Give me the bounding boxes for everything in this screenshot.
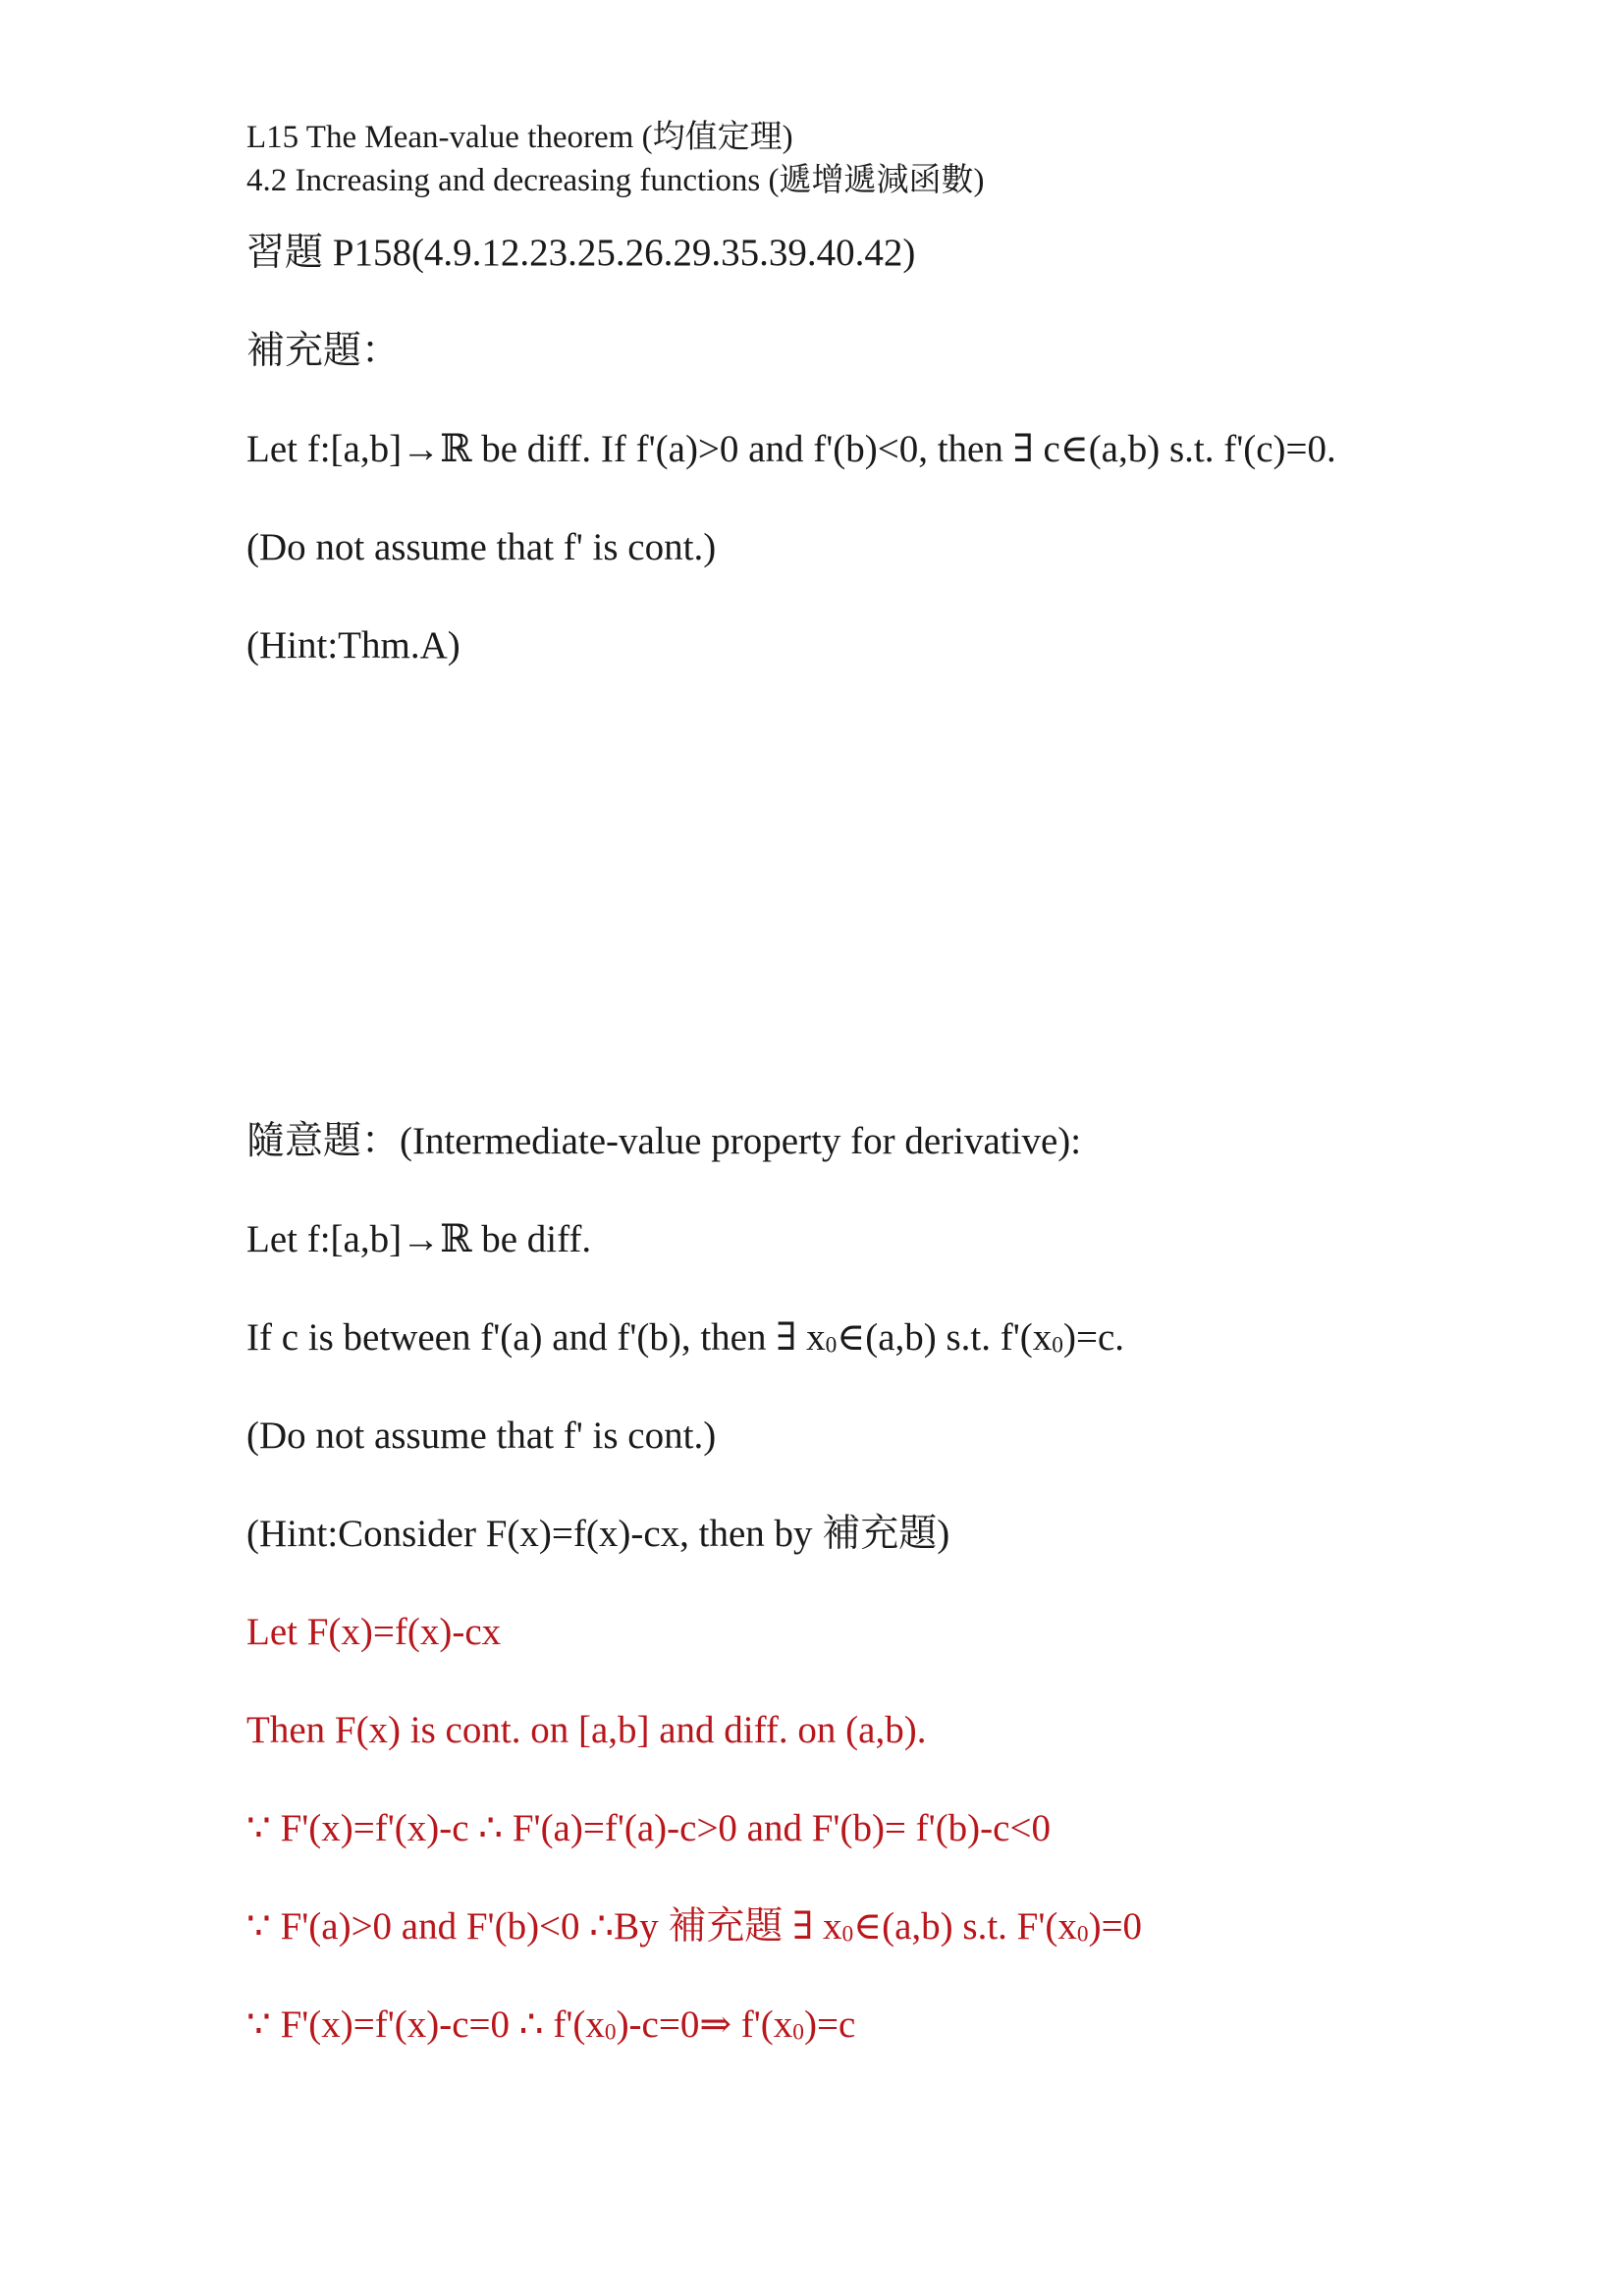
exercise-list: 習題 P158(4.9.12.23.25.26.29.35.39.40.42) bbox=[246, 232, 916, 274]
supplementary-statement: Let f:[a,b]→ℝ be diff. If f'(a)>0 and f'(b)<0, then ∃ c∈(a,b) s.t. f'(c)=0. bbox=[246, 428, 1336, 470]
solution-line-5 bbox=[246, 2005, 855, 2045]
optional-heading: 隨意題：(Intermediate-value property for derivative): bbox=[246, 1120, 1082, 1162]
optional-statement-2-part-b: ∈(a,b) s.t. f'(x bbox=[837, 1316, 1053, 1359]
solution-line-4-part-b: ∈(a,b) s.t. F'(x bbox=[853, 1905, 1077, 1948]
optional-statement-2 bbox=[246, 1318, 1124, 1358]
subscript: 0 bbox=[1052, 1332, 1063, 1359]
subscript: 0 bbox=[841, 1921, 854, 1948]
supplementary-heading: 補充題： bbox=[246, 330, 401, 372]
optional-hint: (Hint:Consider F(x)=f(x)-cx, then by 補充題) bbox=[246, 1513, 950, 1555]
solution-line-4-part-c: )=0 bbox=[1088, 1905, 1143, 1948]
optional-statement-2-part-c: )=c. bbox=[1062, 1316, 1125, 1359]
solution-line-3: ∵ F'(x)=f'(x)-c ∴ F'(a)=f'(a)-c>0 and F'(b)= f'(b)-c<0 bbox=[246, 1807, 1051, 1849]
solution-line-5-part-a: ∵ F'(x)=f'(x)-c=0 ∴ f'(x bbox=[246, 2003, 605, 2046]
solution-line-4-part-a: ∵ F'(a)>0 and F'(b)<0 ∴By 補充題 ∃ x bbox=[246, 1905, 842, 1948]
solution-line-5-part-b: )-c=0⇒ f'(x bbox=[616, 2003, 793, 2046]
solution-line-2: Then F(x) is cont. on [a,b] and diff. on (a,b). bbox=[246, 1709, 927, 1751]
subscript: 0 bbox=[825, 1332, 838, 1359]
supplementary-note: (Do not assume that f' is cont.) bbox=[246, 526, 717, 568]
optional-note: (Do not assume that f' is cont.) bbox=[246, 1415, 717, 1457]
solution-line-1: Let F(x)=f(x)-cx bbox=[246, 1611, 502, 1653]
subscript: 0 bbox=[1076, 1921, 1089, 1948]
supplementary-hint: (Hint:Thm.A) bbox=[246, 624, 460, 667]
subscript: 0 bbox=[604, 2019, 617, 2046]
header-line-2: 4.2 Increasing and decreasing functions (遞增遞減函數) bbox=[246, 163, 985, 198]
header-line-1: L15 The Mean-value theorem (均值定理) bbox=[246, 120, 793, 155]
solution-line-4 bbox=[246, 1907, 1142, 1947]
optional-statement-2-part-a: If c is between f'(a) and f'(b), then ∃ x bbox=[246, 1316, 826, 1359]
subscript: 0 bbox=[792, 2019, 804, 2046]
solution-line-5-part-c: )=c bbox=[803, 2003, 856, 2046]
optional-statement-1: Let f:[a,b]→ℝ be diff. bbox=[246, 1218, 592, 1260]
